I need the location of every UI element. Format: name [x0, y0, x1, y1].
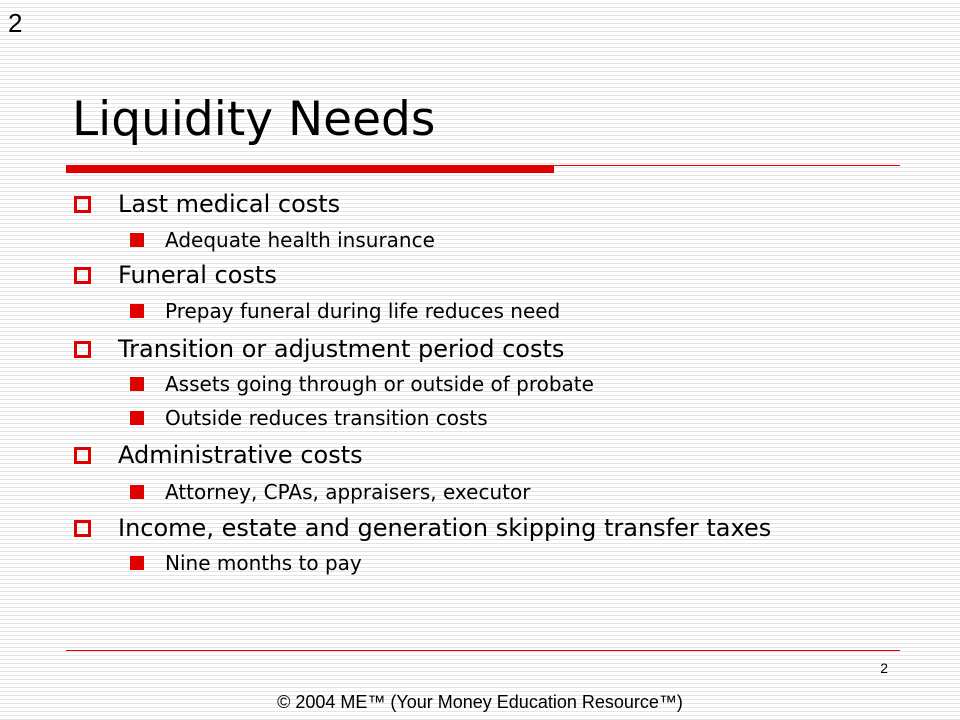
sub-bullet-text: Adequate health insurance [165, 228, 435, 252]
sub-bullet-text: Attorney, CPAs, appraisers, executor [165, 480, 531, 504]
slide-number: 2 [880, 660, 888, 676]
slide-title: Liquidity Needs [72, 92, 436, 147]
hollow-square-bullet-icon [74, 196, 91, 213]
filled-square-bullet-icon [130, 485, 144, 499]
filled-square-bullet-icon [130, 377, 144, 391]
bullet-text: Administrative costs [118, 441, 363, 469]
filled-square-bullet-icon [130, 411, 144, 425]
hollow-square-bullet-icon [74, 447, 91, 464]
bullet-text: Funeral costs [118, 261, 277, 289]
sub-bullet-text: Nine months to pay [165, 551, 362, 575]
hollow-square-bullet-icon [74, 267, 91, 284]
copyright-footer: © 2004 ME™ (Your Money Education Resource™) [277, 692, 683, 712]
corner-slide-number: 2 [8, 8, 23, 38]
hollow-square-bullet-icon [74, 341, 91, 358]
bullet-text: Transition or adjustment period costs [118, 335, 565, 363]
bullet-text: Last medical costs [118, 190, 341, 218]
filled-square-bullet-icon [130, 233, 144, 247]
hollow-square-bullet-icon [74, 520, 91, 537]
sub-bullet-text: Prepay funeral during life reduces need [165, 299, 561, 323]
filled-square-bullet-icon [130, 304, 144, 318]
bullet-text: Income, estate and generation skipping transfer taxes [118, 514, 772, 542]
footer-rule [66, 650, 900, 651]
sub-bullet-text: Outside reduces transition costs [165, 406, 488, 430]
sub-bullet-text: Assets going through or outside of probate [165, 372, 594, 396]
filled-square-bullet-icon [130, 556, 144, 570]
